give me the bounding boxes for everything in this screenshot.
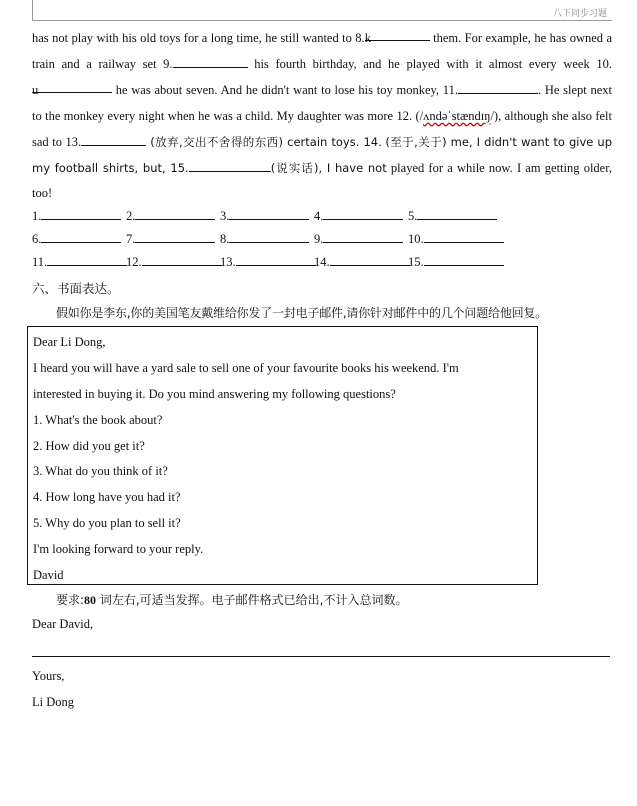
blank-11[interactable] <box>458 79 538 94</box>
header-margin-tick <box>32 0 33 20</box>
letter-body: interested in buying it. Do you mind answering my following questions? <box>33 386 396 401</box>
answer-blank[interactable] <box>41 230 121 243</box>
letter-question: 2. How did you get it? <box>33 438 145 453</box>
phonetic-hint: ʌndəˈstændɪŋ <box>423 108 491 123</box>
blank-15[interactable] <box>189 157 271 172</box>
email-letter-box <box>27 326 538 585</box>
answer-item: 3. <box>220 205 314 228</box>
answer-row <box>32 228 502 251</box>
answer-blank[interactable] <box>417 207 497 220</box>
answer-blank[interactable] <box>135 230 215 243</box>
answer-item: 11. <box>32 251 126 274</box>
letter-question: 5. Why do you plan to sell it? <box>33 516 181 531</box>
writing-prompt: 假如你是李东,你的美国笔友戴维给你发了一封电子邮件,请你针对邮件中的几个问题给他回复。 <box>56 306 548 320</box>
answer-blank[interactable] <box>47 253 127 266</box>
letter-question: 4. How long have you had it? <box>33 490 181 505</box>
answer-item: 14. <box>314 251 408 274</box>
answer-blank[interactable] <box>424 253 504 266</box>
blank-9[interactable] <box>173 53 248 68</box>
letter-closing: I'm looking forward to your reply. <box>33 542 204 557</box>
page-header: 八下同步习题 <box>552 9 607 19</box>
answer-blank[interactable] <box>229 230 309 243</box>
answer-item: 4. <box>314 205 408 228</box>
reply-closing: Yours, <box>32 669 65 683</box>
answer-blank[interactable] <box>229 207 309 220</box>
answer-blank[interactable] <box>330 253 410 266</box>
answer-grid <box>32 205 502 274</box>
letter-question: 3. What do you think of it? <box>33 464 168 479</box>
answer-blank[interactable] <box>424 230 504 243</box>
answer-item: 9. <box>314 228 408 251</box>
answer-row <box>32 251 502 274</box>
answer-row <box>32 205 502 228</box>
answer-item: 1. <box>32 205 126 228</box>
reply-signature: Li Dong <box>32 695 75 709</box>
header-rule <box>32 20 612 21</box>
answer-blank[interactable] <box>41 207 121 220</box>
answer-item: 6. <box>32 228 126 251</box>
answer-item: 10. <box>408 228 502 251</box>
answer-blank[interactable] <box>135 207 215 220</box>
blank-13[interactable] <box>81 131 146 146</box>
answer-blank[interactable] <box>236 253 316 266</box>
answer-item: 15. <box>408 251 502 274</box>
letter-question: 1. What's the book about? <box>33 412 163 427</box>
letter-body: I heard you will have a yard sale to sell one of your favourite books his weekend. I'm <box>33 360 459 375</box>
answer-blank[interactable] <box>323 207 403 220</box>
blank-8[interactable]: k <box>365 26 430 41</box>
answer-item: 12. <box>126 251 220 274</box>
answer-blank[interactable] <box>323 230 403 243</box>
section-title: 六、书面表达。 <box>32 281 120 296</box>
requirement-note: 要求:80 词左右,可适当发挥。电子邮件格式已给出,不计入总词数。 <box>56 593 408 607</box>
answer-blank[interactable] <box>142 253 222 266</box>
answer-item: 13. <box>220 251 314 274</box>
answer-item: 7. <box>126 228 220 251</box>
answer-item: 8. <box>220 228 314 251</box>
letter-signature: David <box>33 568 64 583</box>
answer-item: 2. <box>126 205 220 228</box>
reply-greeting: Dear David, <box>32 617 94 631</box>
letter-greeting: Dear Li Dong, <box>33 335 106 349</box>
cloze-passage: has not play with his old toys for a long time, he still wanted to 8.k them. For example, he has owned a train and a railway set 9. his fourth birthday, and he played with it almost every week 10.u he was about seven. And he didn't want to lose his toy monkey, 11. . He slept next to the monkey every night when he was a child. My daughter was more 12. (/ʌndəˈstændɪŋ/), although she also felt sad to 13. (放弃,交出不舍得的东西) certain toys. 14. (至于,关于) me, I didn't want to give up my football shirts, but, 15. (说实话), I have not played for a while now. I am getting older, too! <box>32 26 612 207</box>
reply-writing-line[interactable] <box>32 656 610 657</box>
blank-10[interactable]: u <box>32 78 112 93</box>
answer-item: 5. <box>408 205 502 228</box>
